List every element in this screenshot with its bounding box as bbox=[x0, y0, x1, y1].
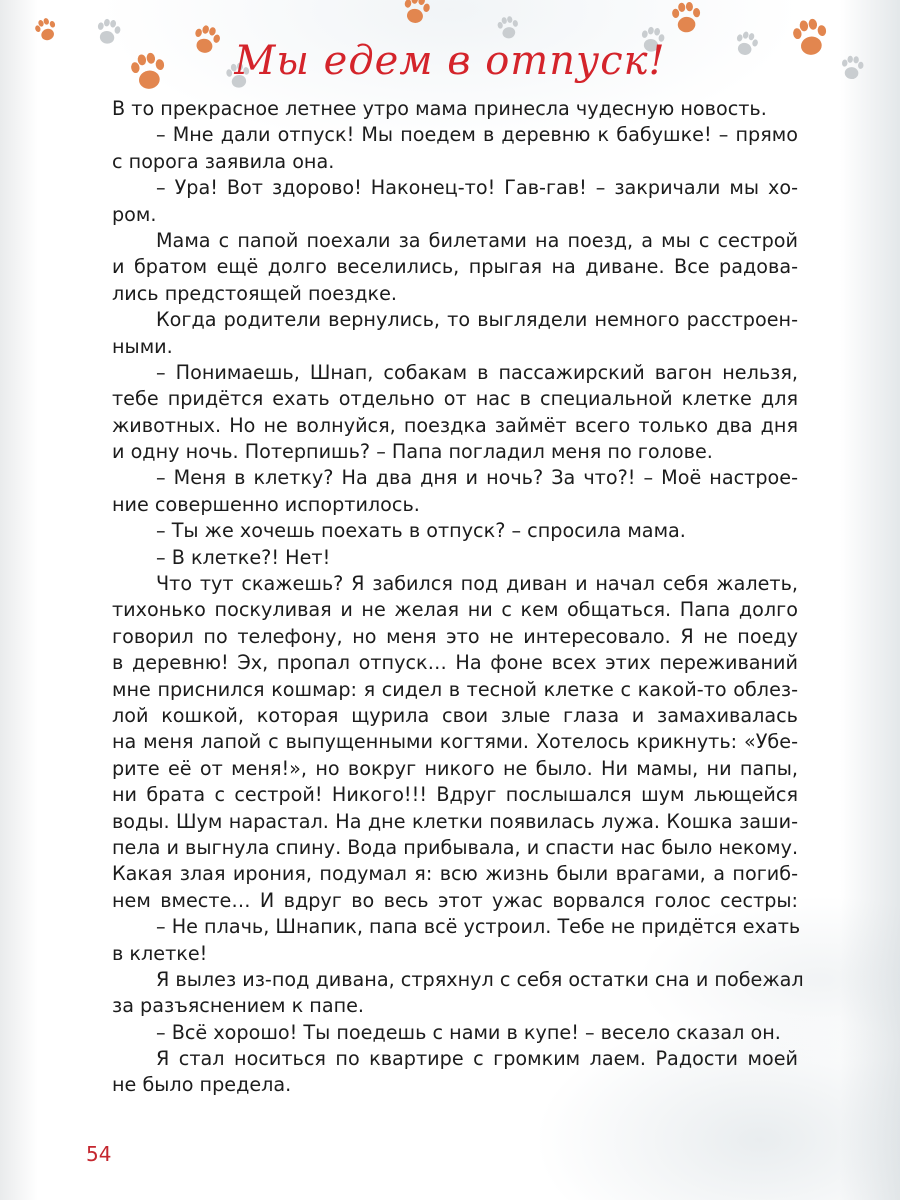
text-line: – Ты же хочешь поехать в отпуск? – спросила мама. bbox=[156, 519, 686, 543]
text-line: – Не плачь, Шнапик, папа всё устроил. Тебе не придётся ехать bbox=[156, 915, 801, 939]
text-line: говорил по телефону, но меня это не интересовало. Я не поеду bbox=[112, 624, 798, 648]
text-line: животных. Но не волнуйся, поездка займёт всего только два дня bbox=[112, 413, 798, 437]
text-line: ние совершенно испортилось. bbox=[112, 492, 420, 516]
text-line: воды. Шум нарастал. На дне клетки появилась лужа. Кошка заши- bbox=[112, 809, 798, 833]
page-edge-shadow-left bbox=[0, 0, 38, 1200]
text-line: мне приснился кошмар: я сидел в тесной клетке с какой-то облез- bbox=[112, 677, 798, 701]
text-line: – Понимаешь, Шнап, собакам в пассажирский вагон нельзя, bbox=[156, 360, 798, 384]
text-line: Я вылез из-под дивана, стряхнул с себя остатки сна и побежал bbox=[156, 967, 804, 991]
paw-print-icon bbox=[402, 0, 432, 25]
text-line: Что тут скажешь? Я забился под диван и начал себя жалеть, bbox=[156, 572, 798, 596]
page-number: 54 bbox=[86, 1142, 112, 1166]
paw-print-icon bbox=[671, 1, 701, 33]
text-line: тебе придётся ехать отдельно от нас в специальной клетке для bbox=[112, 387, 798, 411]
text-line: ром. bbox=[112, 202, 157, 226]
page-title: Мы едем в отпуск! bbox=[234, 38, 666, 84]
text-line: за разъяснением к папе. bbox=[112, 994, 365, 1018]
text-line: лой кошкой, которая щурила свои злые глаза и замахивалась bbox=[112, 703, 798, 727]
text-line: Я стал носиться по квартире с громким лаем. Радости моей bbox=[156, 1047, 798, 1071]
text-line: ни брата с сестрой! Никого!!! Вдруг послышался шум льющейся bbox=[112, 783, 798, 807]
text-line: тихонько поскуливая и не желая ни с кем общаться. Папа долго bbox=[112, 598, 798, 622]
text-line: с порога заявила она. bbox=[112, 149, 335, 173]
text-line: – Ура! Вот здорово! Наконец-то! Гав-гав! – закричали мы хо- bbox=[156, 176, 798, 200]
text-line: Какая злая ирония, подумал я: всю жизнь были врагами, а погиб- bbox=[112, 862, 798, 886]
text-line: – Всё хорошо! Ты поедешь с нами в купе! – весело сказал он. bbox=[156, 1020, 781, 1044]
text-line: Мама с папой поехали за билетами на поезд, а мы с сестрой bbox=[156, 228, 798, 252]
paw-print-icon bbox=[496, 15, 520, 40]
text-line: нем вместе… И вдруг во весь этот ужас ворвался голос сестры: bbox=[112, 888, 798, 912]
text-line: пела и выгнула спину. Вода прибывала, и спасти нас было некому. bbox=[112, 835, 799, 859]
page-edge-shadow-right bbox=[840, 0, 900, 1200]
text-line: – Меня в клетку? На два дня и ночь? За что?! – Моё настрое- bbox=[156, 466, 798, 490]
text-line: на меня лапой с выпущенными когтями. Хотелось крикнуть: «Убе- bbox=[112, 730, 798, 754]
story-text bbox=[112, 96, 804, 1099]
text-line: – Мне дали отпуск! Мы поедем в деревню к бабушке! – прямо bbox=[156, 123, 798, 147]
text-line: в деревню! Эх, пропал отпуск… На фоне всех этих переживаний bbox=[112, 651, 798, 675]
text-line: Когда родители вернулись, то выглядели немного расстроен- bbox=[156, 308, 798, 332]
text-line: лись предстоящей поездке. bbox=[112, 281, 397, 305]
text-line: и братом ещё долго веселились, прыгая на диване. Все радова- bbox=[112, 255, 798, 279]
text-line: не было предела. bbox=[112, 1073, 292, 1097]
text-line: рите её от меня!», но вокруг никого не было. Ни мамы, ни папы, bbox=[112, 756, 798, 780]
text-line: В то прекрасное летнее утро мама принесла чудесную новость. bbox=[112, 97, 767, 120]
text-line: – В клетке?! Нет! bbox=[156, 545, 331, 569]
text-line: и одну ночь. Потерпишь? – Папа погладил меня по голове. bbox=[112, 440, 713, 464]
text-line: ными. bbox=[112, 334, 173, 358]
text-line: в клетке! bbox=[112, 941, 208, 965]
